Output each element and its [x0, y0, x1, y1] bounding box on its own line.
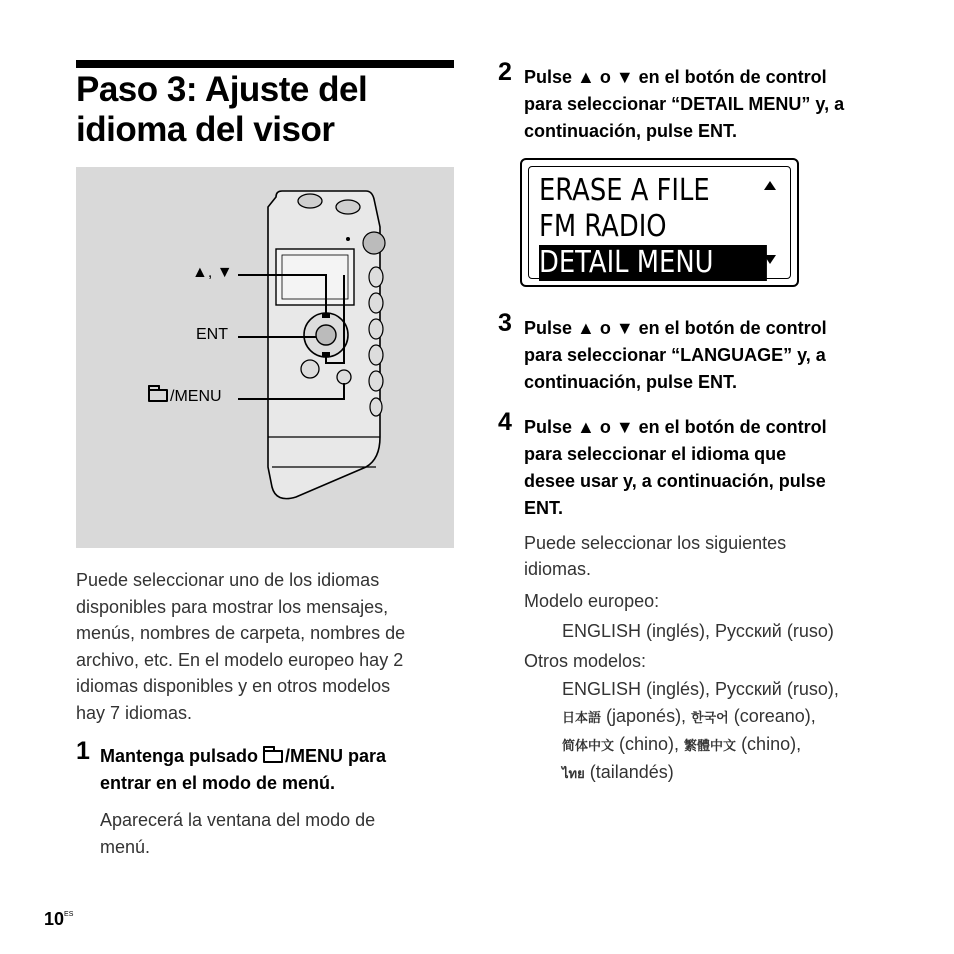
step-line: ENT. [524, 498, 564, 518]
ent-button [316, 325, 336, 345]
lcd-frame [528, 166, 791, 279]
step-4 [498, 408, 918, 787]
step-number: 2 [498, 58, 512, 86]
european-languages: ENGLISH (inglés), Русский (ruso) [562, 621, 834, 641]
language-list [498, 530, 918, 787]
intro-line: archivo, etc. En el modelo europeo hay 2 [76, 649, 404, 670]
step-line: Pulse ▲ o ▼ en el botón de control [524, 417, 827, 437]
traditional-chinese-glyph: 繁體中文 [684, 738, 737, 753]
note-line: Aparecerá la ventana del modo de [100, 810, 376, 830]
step-line: para seleccionar “LANGUAGE” y, a [524, 345, 826, 365]
intro-text [76, 567, 456, 726]
step-line: Pulse ▲ o ▼ en el botón de control [524, 67, 827, 87]
title-line-1: Paso 3: Ajuste del [76, 70, 368, 109]
korean-glyph: 한국어 [691, 710, 729, 725]
jack-left [298, 194, 322, 208]
lang-text: (chino), [736, 734, 802, 754]
step-1-line-2: entrar en el modo de menú. [100, 773, 336, 793]
lcd-row: ERASE A FILE [539, 173, 710, 208]
step-1-text-after: /MENU para [285, 746, 387, 766]
heading-rule [76, 60, 454, 68]
page-lang-code: ES [64, 911, 74, 918]
recorder-drawing [76, 167, 454, 548]
step-4-note [524, 530, 918, 582]
other-languages [524, 676, 918, 787]
step-3-text [498, 315, 898, 396]
microphone-icon [363, 232, 385, 254]
step-3 [498, 309, 898, 396]
step-4-text [498, 414, 918, 522]
step-number: 4 [498, 408, 512, 436]
side-button-6 [370, 398, 382, 416]
lang-line: ENGLISH (inglés), Русский (ruso), [562, 679, 839, 699]
step-1-text [76, 743, 456, 797]
stop-button [301, 360, 319, 378]
jack-right [336, 200, 360, 214]
lang-text: (tailandés) [584, 762, 674, 782]
side-button-4 [369, 345, 383, 365]
japanese-glyph: 日本語 [562, 710, 602, 725]
folder-icon [148, 389, 168, 402]
note-line: idiomas. [524, 559, 592, 579]
note-line: menú. [100, 836, 151, 857]
step-line: desee usar y, a continuación, pulse [524, 471, 826, 491]
side-button-2 [369, 293, 383, 313]
label-ent: ENT [196, 326, 228, 343]
side-button-1 [369, 267, 383, 287]
label-menu-text: /MENU [170, 388, 222, 405]
page-number-value: 10 [44, 909, 65, 929]
lang-text: (coreano), [728, 706, 816, 726]
title-line-2: idioma del visor [76, 110, 335, 149]
up-marker [322, 313, 330, 318]
intro-line: hay 7 idiomas. [76, 702, 193, 723]
down-marker [322, 352, 330, 357]
intro-line: idiomas disponibles y en otros modelos [76, 676, 391, 696]
led-indicator [346, 237, 350, 241]
step-line: para seleccionar el idioma que [524, 444, 787, 464]
lcd-row-selected: DETAIL MENU [539, 245, 767, 281]
note-line: Puede seleccionar los siguientes [524, 533, 787, 553]
menu-button [337, 370, 351, 384]
folder-icon [263, 750, 283, 763]
label-up-down: ▲, ▼ [192, 264, 233, 281]
step-number: 3 [498, 309, 512, 337]
side-button-5 [369, 371, 383, 391]
page-number [44, 909, 73, 930]
step-2 [498, 58, 898, 145]
lang-text: (chino), [614, 734, 685, 754]
simplified-chinese-glyph: 简体中文 [562, 738, 615, 753]
scroll-up-icon [764, 181, 776, 190]
step-line: continuación, pulse ENT. [524, 372, 738, 392]
side-button-3 [369, 319, 383, 339]
intro-line: Puede seleccionar uno de los idiomas [76, 570, 380, 590]
page-title [76, 70, 456, 150]
thai-glyph: ไทย [562, 766, 585, 781]
step-1-text-before: Mantenga pulsado [100, 746, 264, 766]
intro-paragraph [76, 567, 456, 726]
step-1-note [76, 807, 456, 860]
lcd-menu-display [520, 158, 799, 287]
display-window [276, 249, 354, 305]
step-1 [76, 737, 456, 860]
lang-text: (japonés), [601, 706, 692, 726]
european-model-label: Modelo europeo: [524, 591, 660, 611]
step-line: continuación, pulse ENT. [524, 121, 738, 141]
label-menu [148, 388, 222, 406]
step-number: 1 [76, 737, 90, 765]
other-models-label: Otros modelos: [524, 651, 647, 671]
device-illustration [76, 167, 454, 548]
lcd-row: FM RADIO [539, 209, 667, 244]
step-line: Pulse ▲ o ▼ en el botón de control [524, 318, 827, 338]
scroll-down-icon [764, 255, 776, 264]
intro-line: menús, nombres de carpeta, nombres de [76, 623, 406, 643]
intro-line: disponibles para mostrar los mensajes, [76, 596, 389, 617]
step-line: para seleccionar “DETAIL MENU” y, a [524, 94, 845, 114]
step-2-text [498, 64, 898, 145]
